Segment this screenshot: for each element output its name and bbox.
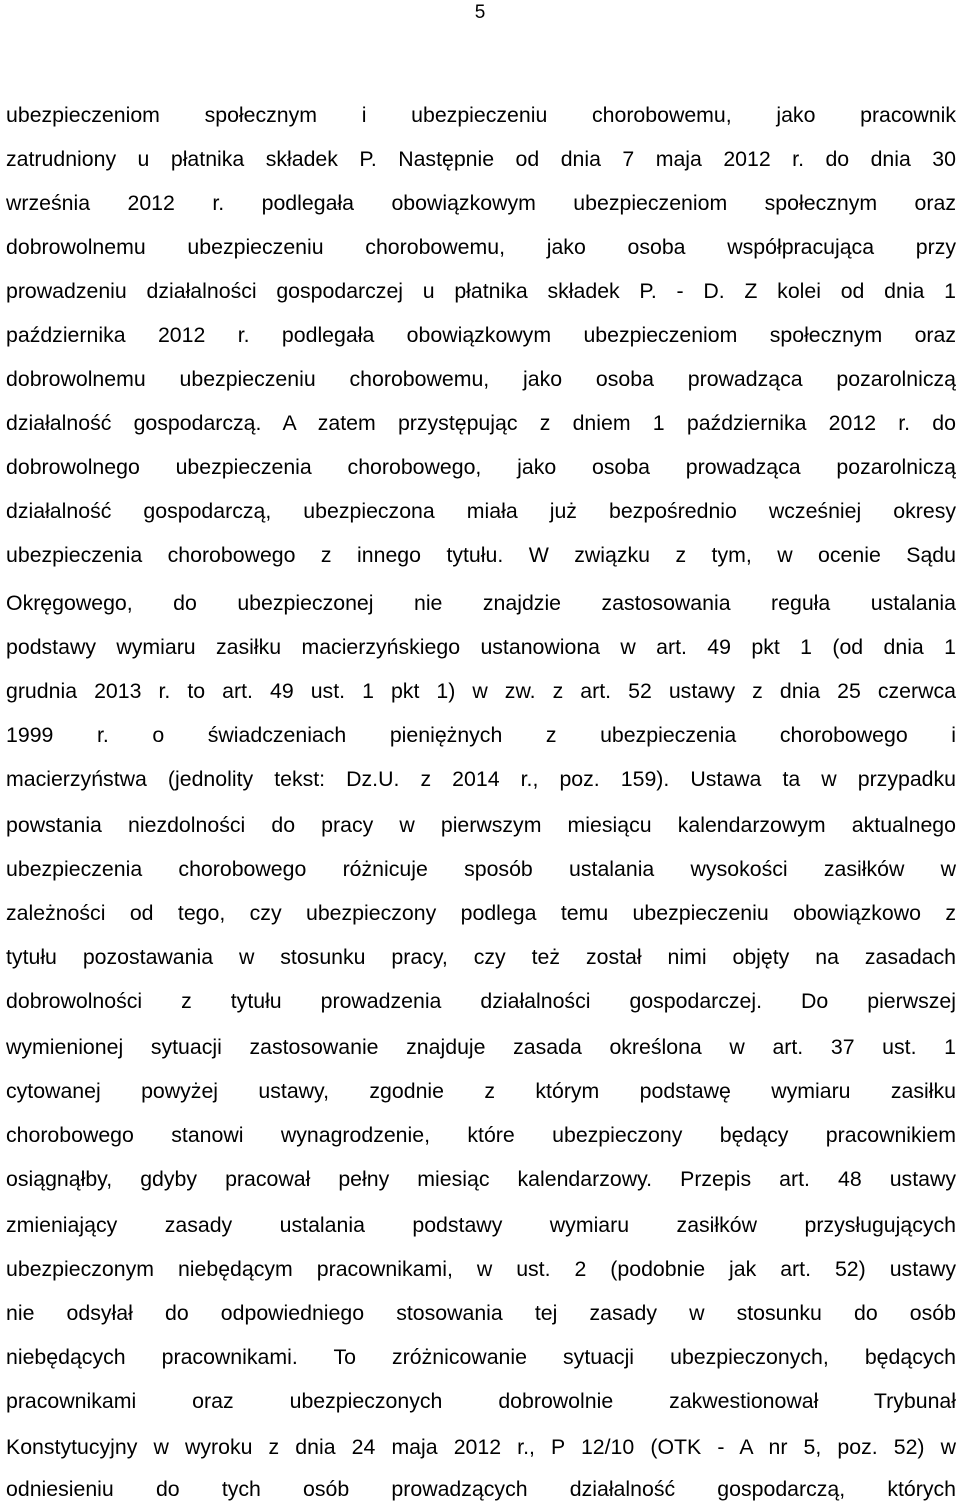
text-line: cytowanej powyżej ustawy, zgodnie z którym podstawę wymiaru zasiłku [6,1079,956,1103]
text-line: odniesieniu do tych osób prowadzących działalność gospodarczą, których [6,1477,956,1501]
text-line: chorobowego stanowi wynagrodzenie, które ubezpieczony będący pracownikiem [6,1123,956,1147]
text-line: działalność gospodarczą. A zatem przystępując z dniem 1 października 2012 r. do [6,411,956,435]
text-line: macierzyństwa (jednolity tekst: Dz.U. z 2014 r., poz. 159). Ustawa ta w przypadku [6,767,956,791]
text-line: dobrowolnego ubezpieczenia chorobowego, jako osoba prowadząca pozarolniczą [6,455,956,479]
text-line: niebędących pracownikami. To zróżnicowanie sytuacji ubezpieczonych, będących [6,1345,956,1369]
text-line: powstania niezdolności do pracy w pierwszym miesiącu kalendarzowym aktualnego [6,813,956,837]
text-line: ubezpieczonym niebędącym pracownikami, w ust. 2 (podobnie jak art. 52) ustawy [6,1257,956,1281]
text-line: podstawy wymiaru zasiłku macierzyńskiego ustanowiona w art. 49 pkt 1 (od dnia 1 [6,635,956,659]
text-line: grudnia 2013 r. to art. 49 ust. 1 pkt 1) w zw. z art. 52 ustawy z dnia 25 czerwca [6,679,956,703]
text-line: dobrowolności z tytułu prowadzenia działalności gospodarczej. Do pierwszej [6,989,956,1013]
text-line: nie odsyłał do odpowiedniego stosowania tej zasady w stosunku do osób [6,1301,956,1325]
text-line: zatrudniony u płatnika składek P. Następnie od dnia 7 maja 2012 r. do dnia 30 [6,147,956,171]
text-line: ubezpieczenia chorobowego różnicuje sposób ustalania wysokości zasiłków w [6,857,956,881]
text-line: września 2012 r. podlegała obowiązkowym ubezpieczeniom społecznym oraz [6,191,956,215]
text-line: ubezpieczeniom społecznym i ubezpieczeniu chorobowemu, jako pracownik [6,103,956,127]
text-line: 1999 r. o świadczeniach pieniężnych z ubezpieczenia chorobowego i [6,723,956,747]
text-line: pracownikami oraz ubezpieczonych dobrowolnie zakwestionował Trybunał [6,1389,956,1413]
text-line: osiągnąłby, gdyby pracował pełny miesiąc kalendarzowy. Przepis art. 48 ustawy [6,1167,956,1191]
text-line: Konstytucyjny w wyroku z dnia 24 maja 2012 r., P 12/10 (OTK - A nr 5, poz. 52) w [6,1435,956,1459]
text-line: ubezpieczenia chorobowego z innego tytułu. W związku z tym, w ocenie Sądu [6,543,956,567]
text-line: dobrowolnemu ubezpieczeniu chorobowemu, jako osoba współpracująca przy [6,235,956,259]
text-line: prowadzeniu działalności gospodarczej u płatnika składek P. - D. Z kolei od dnia 1 [6,279,956,303]
text-line: zmieniający zasady ustalania podstawy wymiaru zasiłków przysługujących [6,1213,956,1237]
text-line: października 2012 r. podlegała obowiązkowym ubezpieczeniom społecznym oraz [6,323,956,347]
text-line: działalność gospodarczą, ubezpieczona miała już bezpośrednio wcześniej okresy [6,499,956,523]
text-line: zależności od tego, czy ubezpieczony podlega temu ubezpieczeniu obowiązkowo z [6,901,956,925]
page-number: 5 [474,2,486,23]
text-line: Okręgowego, do ubezpieczonej nie znajdzie zastosowania reguła ustalania [6,591,956,615]
text-line: wymienionej sytuacji zastosowanie znajduje zasada określona w art. 37 ust. 1 [6,1035,956,1059]
text-line: tytułu pozostawania w stosunku pracy, czy też został nimi objęty na zasadach [6,945,956,969]
text-line: dobrowolnemu ubezpieczeniu chorobowemu, jako osoba prowadząca pozarolniczą [6,367,956,391]
